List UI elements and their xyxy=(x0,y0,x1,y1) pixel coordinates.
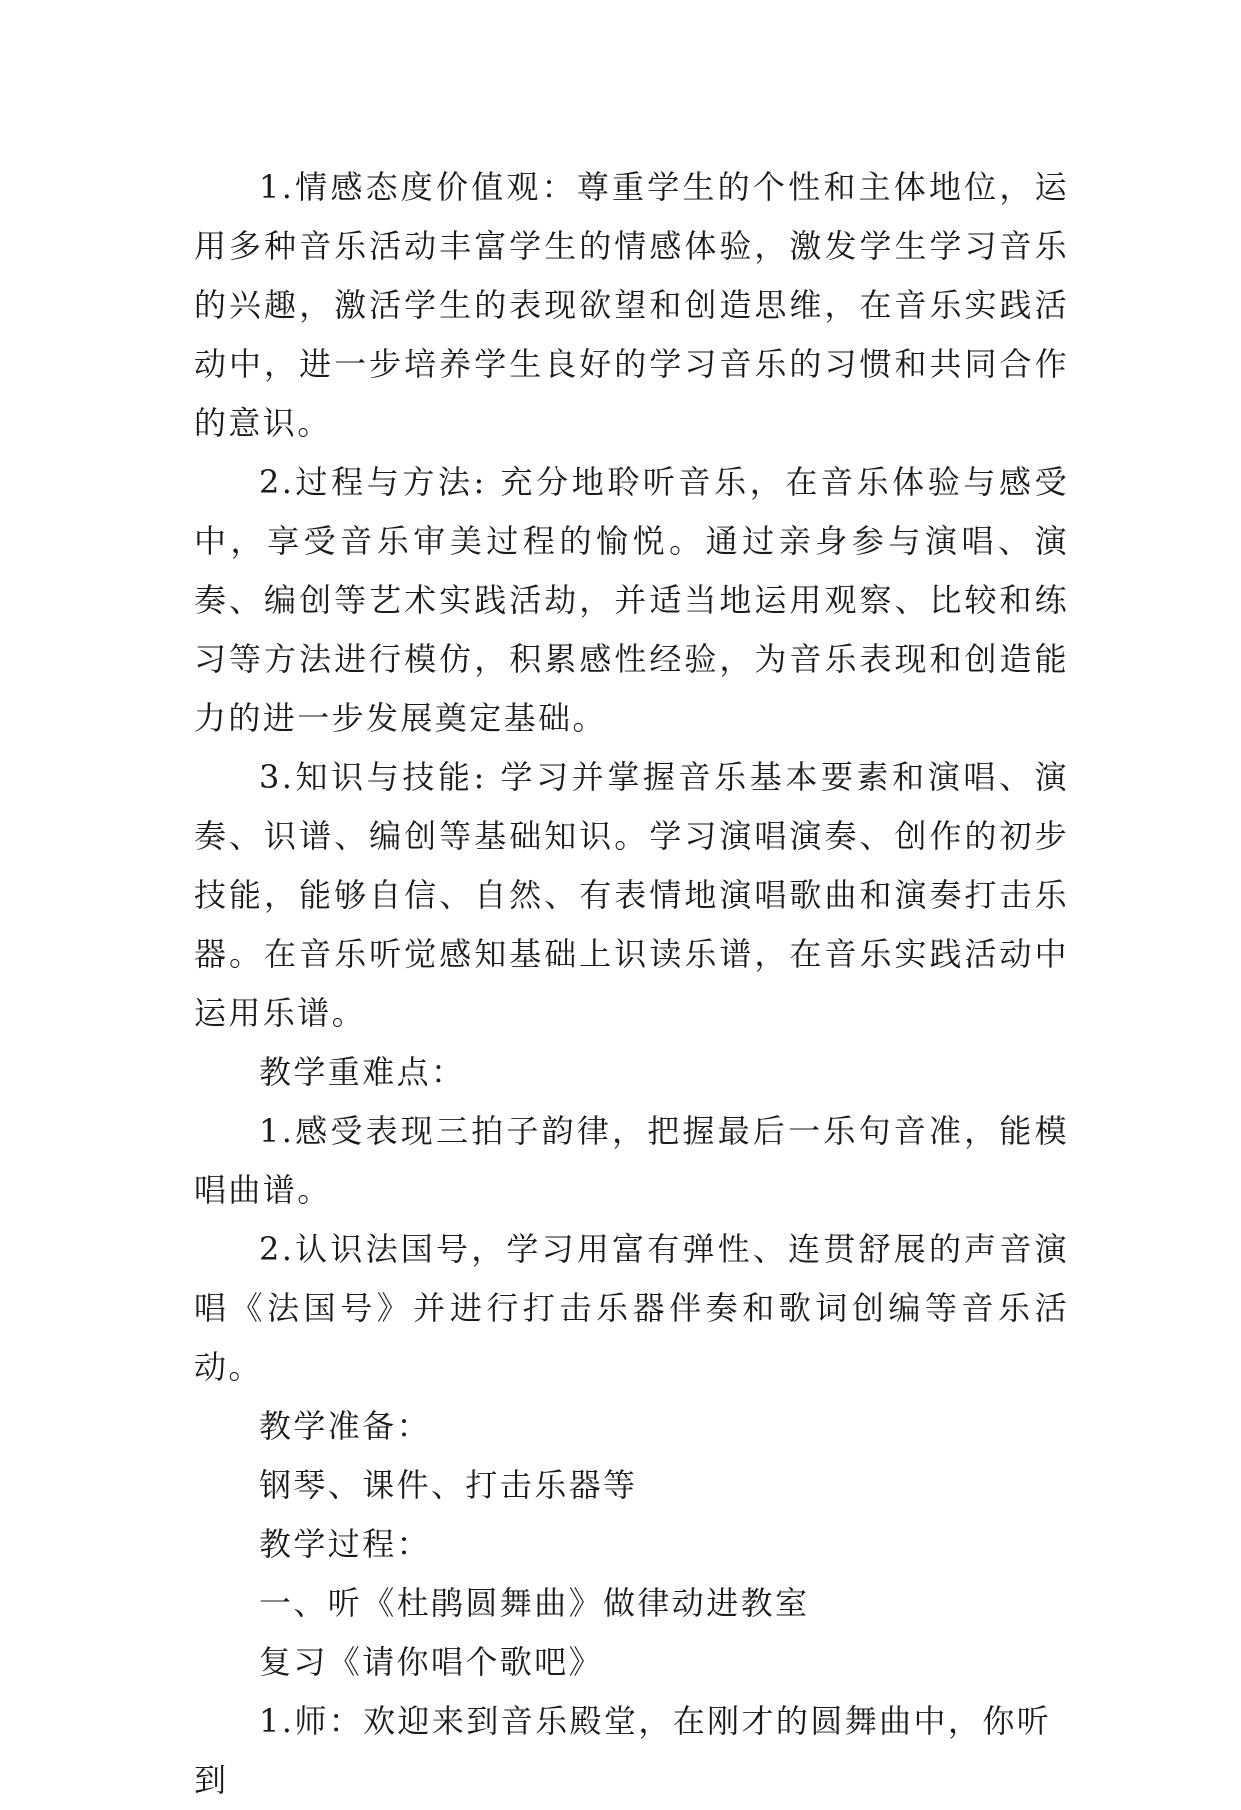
paragraph-difficulty-2: 2.认识法国号，学习用富有弹性、连贯舒展的声音演唱《法国号》并进行打击乐器伴奏和歌词创编等音乐活动。 xyxy=(194,1230,1069,1386)
paragraph-preparation-items: 钢琴、课件、打击乐器等 xyxy=(259,1466,638,1504)
paragraph-difficulty-1: 1.感受表现三拍子韵律，把握最后一乐句音准，能模唱曲谱。 xyxy=(194,1112,1069,1209)
paragraph-review: 复习《请你唱个歌吧》 xyxy=(259,1643,604,1681)
heading-teaching-process: 教学过程： xyxy=(259,1525,432,1563)
paragraph-step-1: 一、听《杜鹃圆舞曲》做律动进教室 xyxy=(259,1584,810,1622)
heading-key-difficulties: 教学重难点： xyxy=(259,1053,466,1091)
paragraph-teacher-line: 1.师：欢迎来到音乐殿堂，在刚才的圆舞曲中，你听到 xyxy=(194,1702,1052,1799)
heading-preparation: 教学准备： xyxy=(259,1407,432,1445)
paragraph-emotion-goals: 1.情感态度价值观：尊重学生的个性和主体地位，运用多种音乐活动丰富学生的情感体验，激发学生学习音乐的兴趣，激活学生的表现欲望和创造思维，在音乐实践活动中，进一步培养学生良好的学习音乐的习惯和共同合作的意识。 xyxy=(194,168,1069,442)
paragraph-knowledge-skills: 3.知识与技能: 学习并掌握音乐基本要素和演唱、演奏、识谱、编创等基础知识。学习演唱演奏、创作的初步技能，能够自信、自然、有表情地演唱歌曲和演奏打击乐器。在音乐听觉感知基础上识读乐谱，在音乐实践活动中运用乐谱。 xyxy=(194,758,1069,1032)
document-body xyxy=(194,158,1069,1810)
paragraph-process-methods: 2.过程与方法: 充分地聆听音乐，在音乐体验与感受中，享受音乐审美过程的愉悦。通过亲身参与演唱、演奏、编创等艺术实践活劫，并适当地运用观察、比较和练习等方法进行模仿，积累感性经验，为音乐表现和创造能力的进一步发展奠定基础。 xyxy=(194,463,1069,737)
